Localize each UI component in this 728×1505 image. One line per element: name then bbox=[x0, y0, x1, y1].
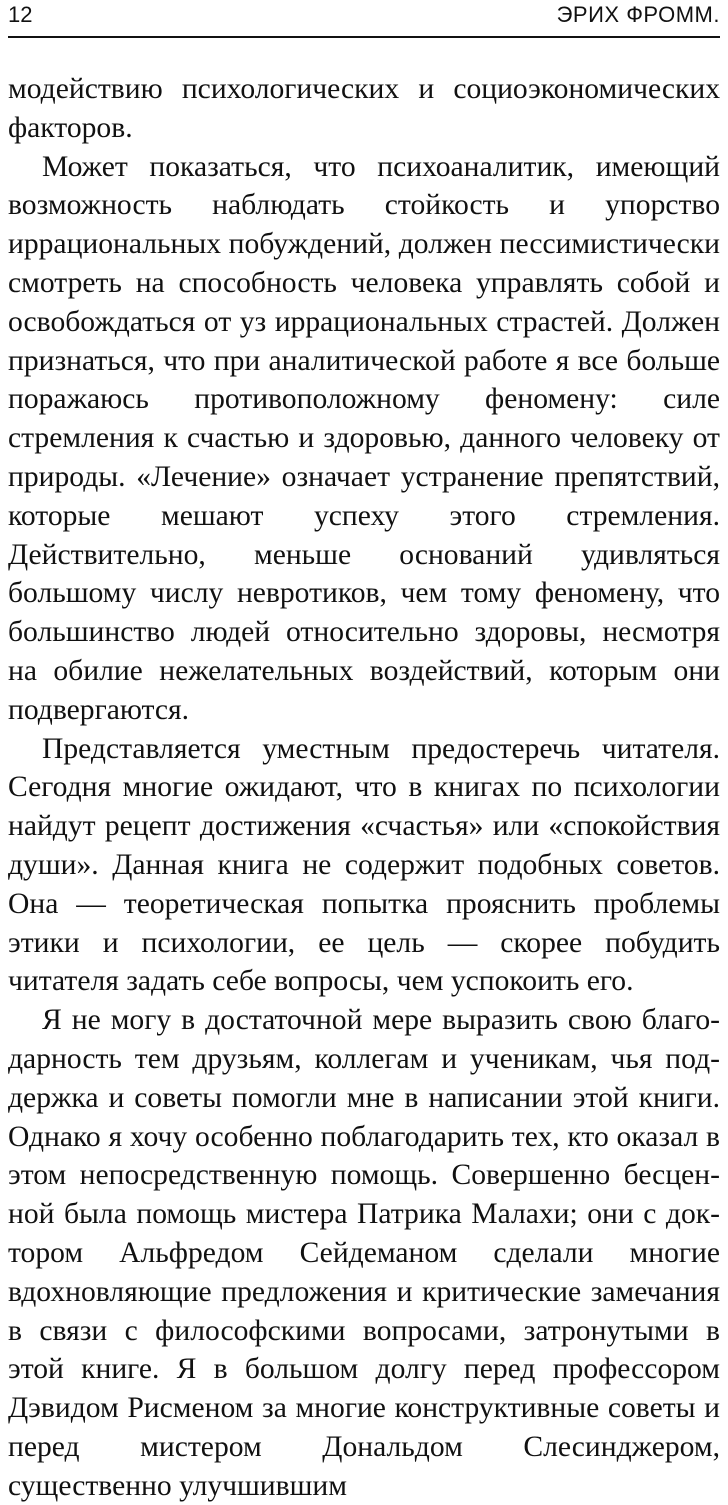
paragraph: Представляется уместным предостеречь читателя. Сегодня многие ожидают, что в книгах по психологии найдут рецепт достижения «счастья» или «спокойствия души». Данная книга не содержит подобных советов. Она — теоретическая попытка прояснить проблемы этики и психологии, ее цель — скорее побудить читателя задать себе вопросы, чем успокоить его. bbox=[8, 732, 720, 998]
running-head: ЭРИХ ФРОММ. bbox=[556, 2, 720, 27]
body-text bbox=[8, 70, 720, 1505]
page-number: 12 bbox=[8, 2, 33, 27]
paragraph: модействию психологических и социоэкономических факторов. bbox=[8, 73, 720, 144]
paragraph: Я не могу в достаточной мере выразить свою благодарность тем друзьям, коллегам и ученикам, чья поддержка и советы помогли мне в написании этой книги. Однако я хочу особенно поблагодарить тех, кто оказал в этом непосредственную помощь. Совершенно бесценной была помощь мистера Патрика Малахи; они с доктором Альфредом Сейдеманом сделали многие вдохновляющие предложения и критические замечания в связи с философскими вопросами, затронутыми в этой книге. Я в большом долгу перед профессором Дэвидом Рисменом за многие конструктивные советы и перед мистером Дональдом Слесинджером, существенно улучшившим bbox=[8, 1004, 720, 1502]
page-header bbox=[8, 0, 720, 38]
paragraph: Может показаться, что психоаналитик, имеющий возможность наблюдать стойкость и упорство иррациональных побуждений, должен пессимистически смотреть на способность человека управлять собой и освобождаться от уз иррациональных страстей. Должен признаться, что при аналитической работе я все больше поражаюсь противоположному феномену: силе стремления к счастью и здоровью, данного человеку от природы. «Лечение» означает устранение препятствий, которые мешают успеху этого стремления. Действительно, меньше оснований удивляться большому числу невротиков, чем тому феномену, что большинство людей относительно здоровы, несмотря на обилие нежелательных воздействий, которым они подвергаются. bbox=[8, 150, 720, 726]
